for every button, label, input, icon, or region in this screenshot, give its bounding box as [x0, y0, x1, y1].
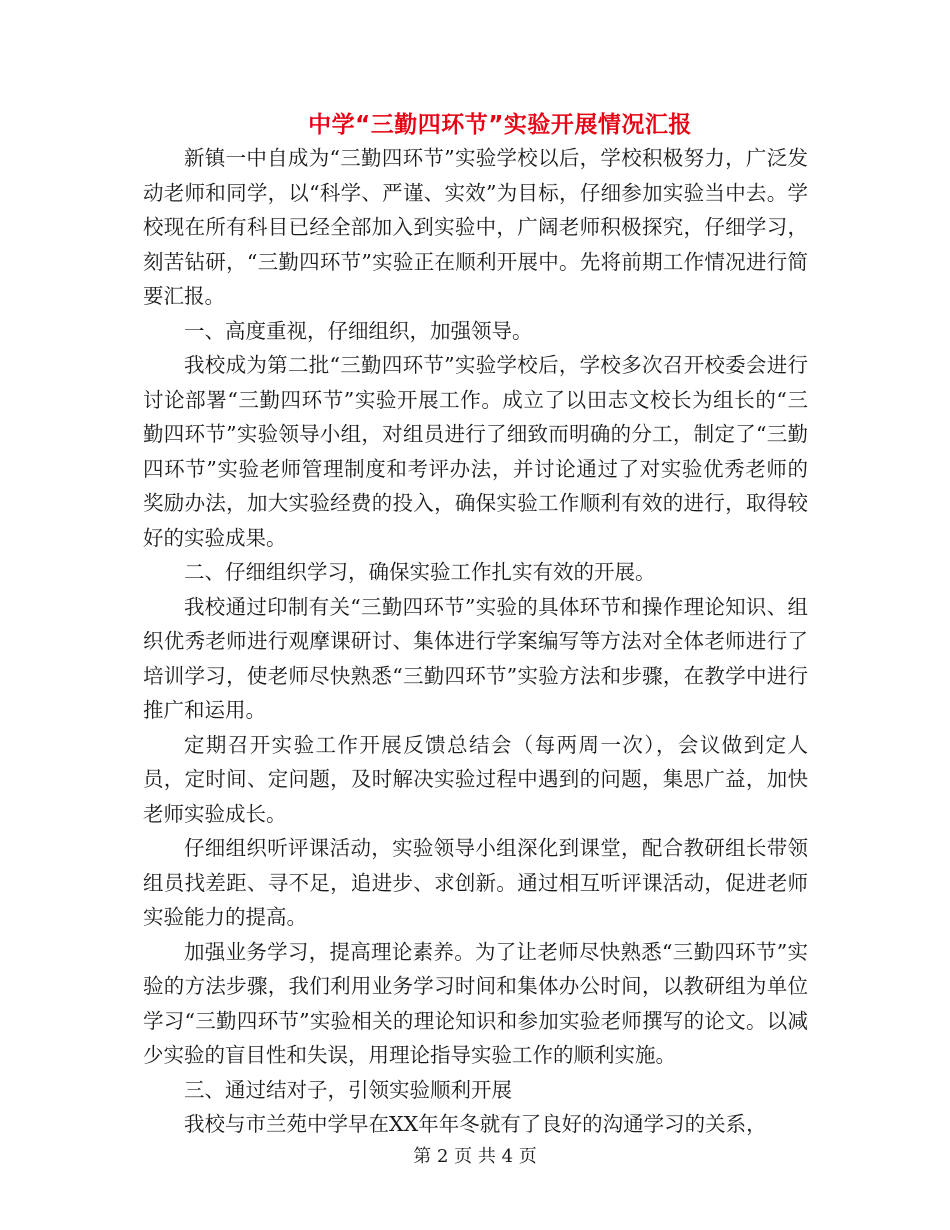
paragraph: 加强业务学习，提高理论素养。为了让老师尽快熟悉“三勤四环节”实验的方法步骤，我们利用业务学习时间和集体办公时间，以教研组为单位学习“三勤四环节”实验相关的理论知识和参加实验老师撰写的论文。以减少实验的盲目性和失误，用理论指导实验工作的顺利实施。	[143, 939, 808, 1067]
section-heading-1: 一、高度重视，仔细组织，加强领导。	[184, 318, 533, 343]
paragraph: 我校成为第二批“三勤四环节”实验学校后，学校多次召开校委会进行讨论部署“三勤四环节”实验开展工作。成立了以田志文校长为组长的“三勤四环节”实验领导小组，对组员进行了细致而明确的分工，制定了“三勤四环节”实验老师管理制度和考评办法，并讨论通过了对实验优秀老师的奖励办法，加大实验经费的投入，确保实验工作顺利有效的进行，取得较好的实验成果。	[143, 353, 808, 550]
document-title: 中学“三勤四环节”实验开展情况汇报	[308, 112, 692, 138]
section-heading-2: 二、仔细组织学习，确保实验工作扎实有效的开展。	[184, 560, 656, 584]
document-body	[143, 141, 808, 1142]
paragraph: 定期召开实验工作开展反馈总结会（每两周一次），会议做到定人员，定时间、定问题，及时解决实验过程中遇到的问题，集思广益，加快老师实验成长。	[143, 732, 808, 826]
paragraph: 我校与市兰苑中学早在XX年年冬就有了良好的沟通学习的关系，	[184, 1112, 767, 1136]
section-heading-3: 三、通过结对子，引领实验顺利开展	[184, 1077, 512, 1102]
paragraph-intro: 新镇一中自成为“三勤四环节”实验学校以后，学校积极努力，广泛发动老师和同学，以“科学、严谨、实效”为目标，仔细参加实验当中去。学校现在所有科目已经全部加入到实验中，广阔老师积极探究，仔细学习，刻苦钻研，“三勤四环节”实验正在顺利开展中。先将前期工作情况进行简要汇报。	[143, 146, 808, 308]
paragraph: 我校通过印制有关“三勤四环节”实验的具体环节和操作理论知识、组织优秀老师进行观摩课研讨、集体进行学案编写等方法对全体老师进行了培训学习，使老师尽快熟悉“三勤四环节”实验方法和步骤，在教学中进行推广和运用。	[143, 594, 808, 722]
page-number-footer: 第 2 页 共 4 页	[413, 1146, 537, 1167]
paragraph: 仔细组织听评课活动，实验领导小组深化到课堂，配合教研组长带领组员找差距、寻不足，追进步、求创新。通过相互听评课活动，促进老师实验能力的提高。	[143, 836, 808, 929]
